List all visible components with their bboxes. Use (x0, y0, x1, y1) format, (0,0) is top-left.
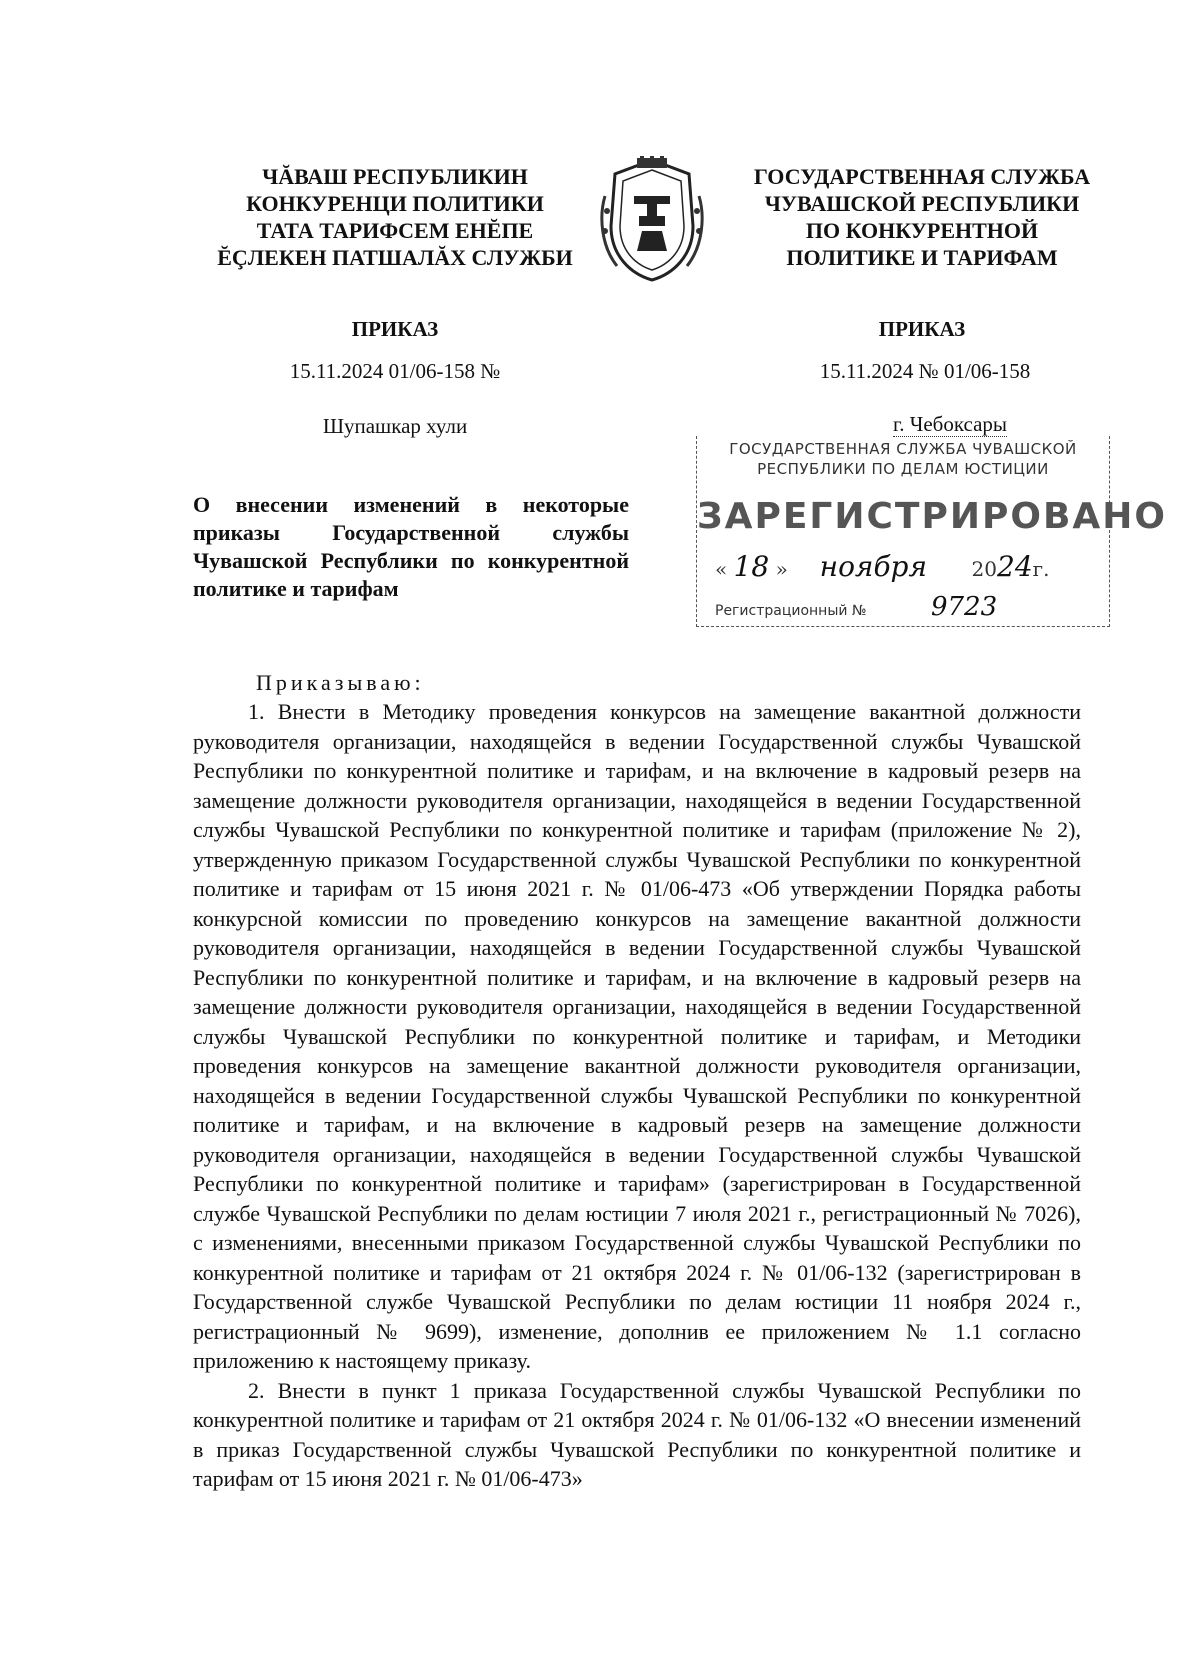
document-title: О внесении изменений в некоторые приказы Государственной службы Чувашской Республики по конкурентной политике и тарифам (193, 492, 629, 601)
header-left (215, 163, 575, 271)
order-word-left: ПРИКАЗ (351, 317, 439, 341)
emblem-icon (597, 156, 707, 284)
stamp-date-day: 18 (733, 550, 770, 583)
order-number-right: 15.11.2024 № 01/06-158 (819, 359, 1031, 383)
stamp-line1: ГОСУДАРСТВЕННАЯ СЛУЖБА ЧУВАШСКОЙ (729, 440, 1077, 458)
stamp-reg-number: 9723 (930, 592, 998, 622)
header-right-line: ПОЛИТИКЕ И ТАРИФАМ (786, 245, 1058, 270)
stamp-status: ЗАРЕГИСТРИРОВАНО (697, 496, 1167, 537)
stamp-reg (715, 592, 997, 622)
stamp-date-year-prefix: 20 (971, 557, 997, 581)
registration-stamp (696, 436, 1167, 627)
stamp-date-suffix: г. (1032, 557, 1050, 581)
order-word-right: ПРИКАЗ (878, 317, 966, 341)
stamp-reg-label: Регистрационный № (715, 603, 867, 619)
header-left-line: ТАТА ТАРИФСЕМ ЕНĔПЕ (256, 218, 534, 243)
order-number-left: 15.11.2024 01/06-158 № (289, 359, 501, 383)
city-left: Шупашкар хули (322, 414, 468, 438)
header-right-line: ГОСУДАРСТВЕННАЯ СЛУЖБА (753, 164, 1091, 189)
city-right (840, 412, 1060, 437)
header-left-line: КОНКУРЕНЦИ ПОЛИТИКИ (246, 191, 544, 216)
header-right-line: ПО КОНКУРЕНТНОЙ (805, 218, 1039, 243)
header-right-line: ЧУВАШСКОЙ РЕСПУБЛИКИ (764, 191, 1080, 216)
header-left-line: ĔÇЛЕКЕН ПАТШАЛĂХ СЛУЖБИ (217, 245, 573, 270)
stamp-date-month: ноября (819, 550, 928, 583)
paragraph: 2. Внести в пункт 1 приказа Государственной службы Чувашской Республики по конкурентной политике и тарифам от 21 октября 2024 г. № 01/06-132 «О внесении изменений в приказ Государственной службы Чувашской Республики по конкурентной политике и тарифам от 15 июня 2021 г. № 01/06-473» (193, 1377, 1081, 1491)
stamp-line2: РЕСПУБЛИКИ ПО ДЕЛАМ ЮСТИЦИИ (757, 460, 1049, 478)
header-left-line: ЧĂВАШ РЕСПУБЛИКИН (262, 164, 528, 189)
stamp-date: « 18 » ноября 2024г. (715, 550, 1050, 583)
paragraph: 1. Внести в Методику проведения конкурсов на замещение вакантной должности руководителя организации, находящейся в ведении Государственной службы Чувашской Республики по конкурентной политике и тарифам, и на включение в кадровый резерв на замещение должности руководителя организации, находящейся в ведении Государственной службы Чувашской Республики по конкурентной политике и тарифам (приложение № 2), утвержденную приказом Государственной службы Чувашской Республики по конкурентной политике и тарифам от 15 июня 2021 г. № 01/06-473 «Об утверждении Порядка работы конкурсной комиссии по проведению конкурсов на замещение вакантной должности руководителя организации, находящейся в ведении Государственной службы Чувашской Республики по конкурентной политике и тарифам, и на включение в кадровый резерв на замещение должности руководителя организации, находящейся в ведении Государственной службы Чувашской Республики по конкурентной политике и тарифам, и Методики проведения конкурсов на замещение вакантной должности руководителя организации, находящейся в ведении Государственной службы Чувашской Республики по конкурентной политике и тарифам, и на включение в кадровый резерв на замещение должности руководителя организации, находящейся в ведении Государственной службы Чувашской Республики по конкурентной политике и тарифам» (зарегистрирован в Государственной службе Чувашской Республики по делам юстиции 7 июля 2021 г., регистрационный № 7026), с изменениями, внесенными приказом Государственной службы Чувашской Республики по конкурентной политике и тарифам от 21 октября 2024 г. № 01/06-132 (зарегистрирован в Государственной службе Чувашской Республики по делам юстиции 11 ноября 2024 г., регистрационный № 9699), изменение, дополнив ее приложением № 1.1 согласно приложению к настоящему приказу. (193, 699, 1081, 1373)
city-right-text: г. Чебоксары (892, 412, 1008, 436)
document-body (193, 697, 1081, 1494)
stamp-date-year: 24 (997, 550, 1033, 583)
header-right (732, 163, 1112, 271)
intro-word: Приказываю: (256, 670, 425, 695)
